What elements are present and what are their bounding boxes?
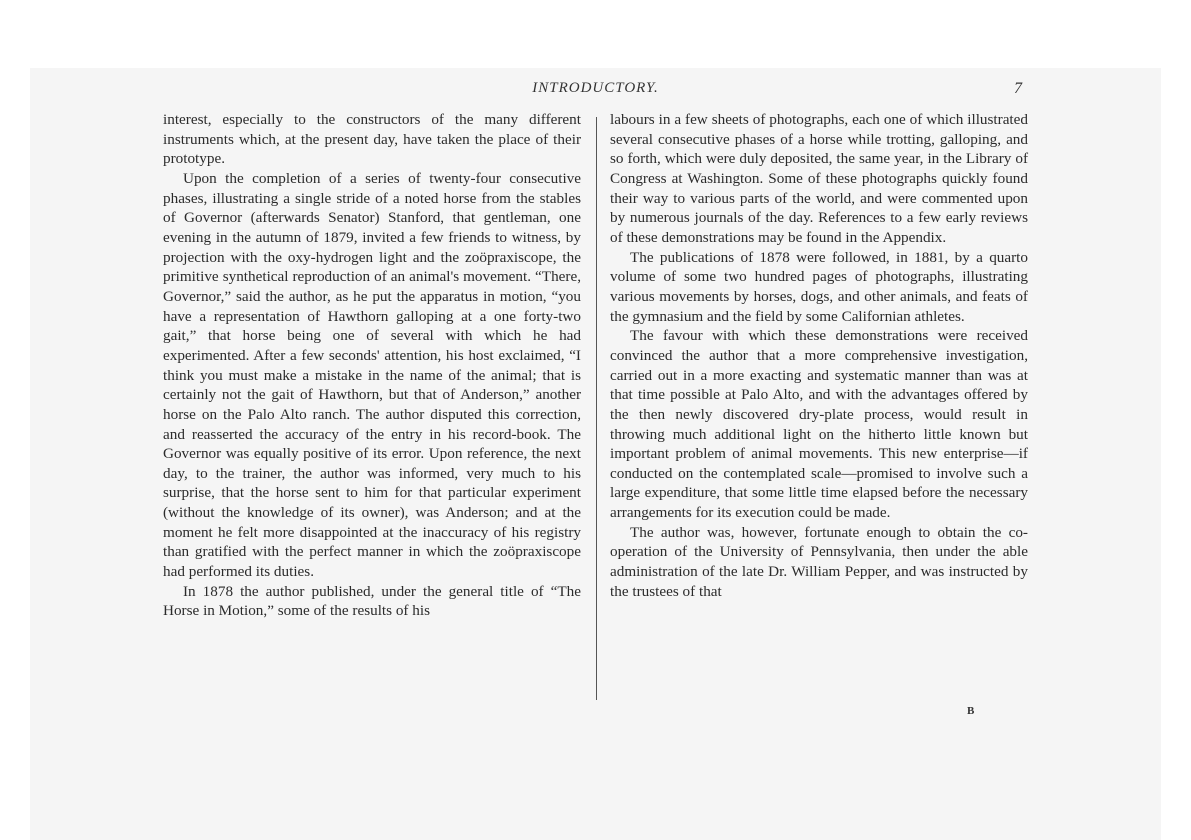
paragraph: interest, especially to the constructors of the many different instruments which, at the present day, have taken the place of their prototype. xyxy=(163,111,581,168)
left-column xyxy=(163,110,581,621)
paragraph: Upon the completion of a series of twenty-four consecutive phases, illustrating a single stride of a noted horse from the stables of Governor (afterwards Senator) Stanford, that gentleman, one evening in the autumn of 1879, invited a few friends to witness, by projection with the oxy-hydrogen light and the zoöpraxiscope, the primitive synthetical reproduction of an animal's movement. “There, Governor,” said the author, as he put the apparatus in motion, “you have a representation of Hawthorn galloping at a one forty-two gait,” that horse being one of several with which he had experimented. After a few seconds' attention, his host exclaimed, “I think you must make a mistake in the name of the animal; that is certainly not the gait of Hawthorn, but that of Anderson,” another horse on the Palo Alto ranch. The author disputed this correction, and reasserted the accuracy of the entry in his record-book. The Governor was equally positive of its error. Upon reference, the next day, to the trainer, the author was informed, very much to his surprise, that the horse sent to him for that particular experiment (without the knowledge of its owner), was Anderson; and at the moment he felt more disappointed at the inaccuracy of his registry than gratified with the perfect manner in which the zoöpraxiscope had performed its duties. xyxy=(163,169,581,581)
right-column xyxy=(610,110,1028,601)
column-divider xyxy=(596,117,597,700)
page-number: 7 xyxy=(1014,80,1022,97)
paragraph: The favour with which these demonstrations were received convinced the author that a more comprehensive investigation, carried out in a more exacting and systematic manner than was at that time possible at Palo Alto, and with the advantages offered by the then newly discovered dry-plate process, would result in throwing much additional light on the hitherto little known but important problem of animal movements. This new enterprise—if conducted on the contemplated scale—promised to involve such a large expenditure, that some little time elapsed before the necessary arrangements for its execution could be made. xyxy=(610,327,1028,522)
paragraph: The author was, however, fortunate enough to obtain the co-operation of the University of Pennsylvania, then under the able administration of the late Dr. William Pepper, and was instructed by the trustees of that xyxy=(610,523,1028,600)
paragraph: In 1878 the author published, under the general title of “The Horse in Motion,” some of the results of his xyxy=(163,582,581,620)
paragraph: The publications of 1878 were followed, in 1881, by a quarto volume of some two hundred pages of photographs, illustrating various movements by horses, dogs, and other animals, and feats of the gymnasium and the field by some Californian athletes. xyxy=(610,248,1028,325)
signature-mark: B xyxy=(967,705,975,717)
running-head: INTRODUCTORY. xyxy=(532,80,659,96)
paragraph: labours in a few sheets of photographs, each one of which illustrated several consecutive phases of a horse while trotting, galloping, and so forth, which were duly deposited, the same year, in the Library of Congress at Washington. Some of these photographs quickly found their way to various parts of the world, and were commented upon by numerous journals of the day. References to a few early reviews of these demonstrations may be found in the Appendix. xyxy=(610,111,1028,246)
